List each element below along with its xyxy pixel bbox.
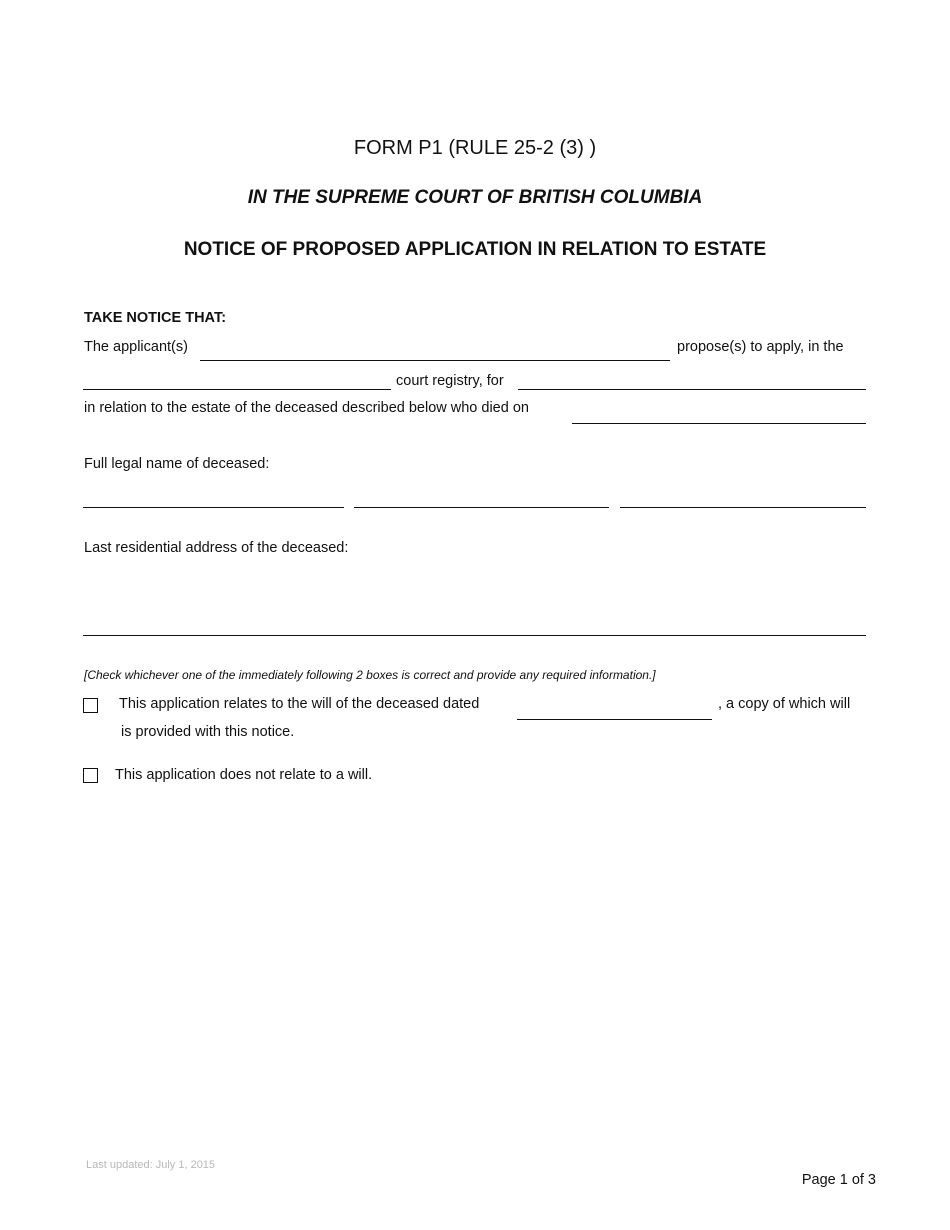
registry-field[interactable] xyxy=(83,371,391,390)
option2-text: This application does not relate to a will. xyxy=(115,767,373,783)
address-field[interactable] xyxy=(83,617,866,636)
name-field-2[interactable] xyxy=(354,489,609,508)
full-name-label: Full legal name of deceased: xyxy=(84,456,270,472)
will-checkbox[interactable] xyxy=(83,698,98,713)
option1-suffix: , a copy of which will xyxy=(718,696,851,712)
last-updated: Last updated: July 1, 2015 xyxy=(86,1159,216,1171)
option1-text: This application relates to the will of the deceased dated xyxy=(119,696,480,712)
registry-label: court registry, for xyxy=(396,373,504,389)
form-title: FORM P1 (RULE 25-2 (3) ) xyxy=(353,137,597,159)
instruction-text: [Check whichever one of the immediately following 2 boxes is correct and provide any required information.] xyxy=(84,668,656,682)
no-will-checkbox[interactable] xyxy=(83,768,98,783)
court-name: IN THE SUPREME COURT OF BRITISH COLUMBIA xyxy=(247,187,703,208)
option1-continuation: is provided with this notice. xyxy=(121,724,295,740)
page-number: Page 1 of 3 xyxy=(801,1172,876,1188)
notice-title: NOTICE OF PROPOSED APPLICATION IN RELATION TO ESTATE xyxy=(183,239,767,260)
application-for-field[interactable] xyxy=(518,371,866,390)
date-of-death-field[interactable] xyxy=(572,405,866,424)
will-date-field[interactable] xyxy=(517,701,712,720)
name-field-3[interactable] xyxy=(620,489,866,508)
died-on-label: in relation to the estate of the deceased described below who died on xyxy=(84,400,529,416)
applicants-label: The applicant(s) xyxy=(84,339,188,355)
propose-label: propose(s) to apply, in the xyxy=(677,339,844,355)
address-label: Last residential address of the deceased: xyxy=(84,540,349,556)
take-notice-heading: TAKE NOTICE THAT: xyxy=(84,310,227,326)
applicants-field[interactable] xyxy=(200,342,670,361)
name-field-1[interactable] xyxy=(83,489,344,508)
